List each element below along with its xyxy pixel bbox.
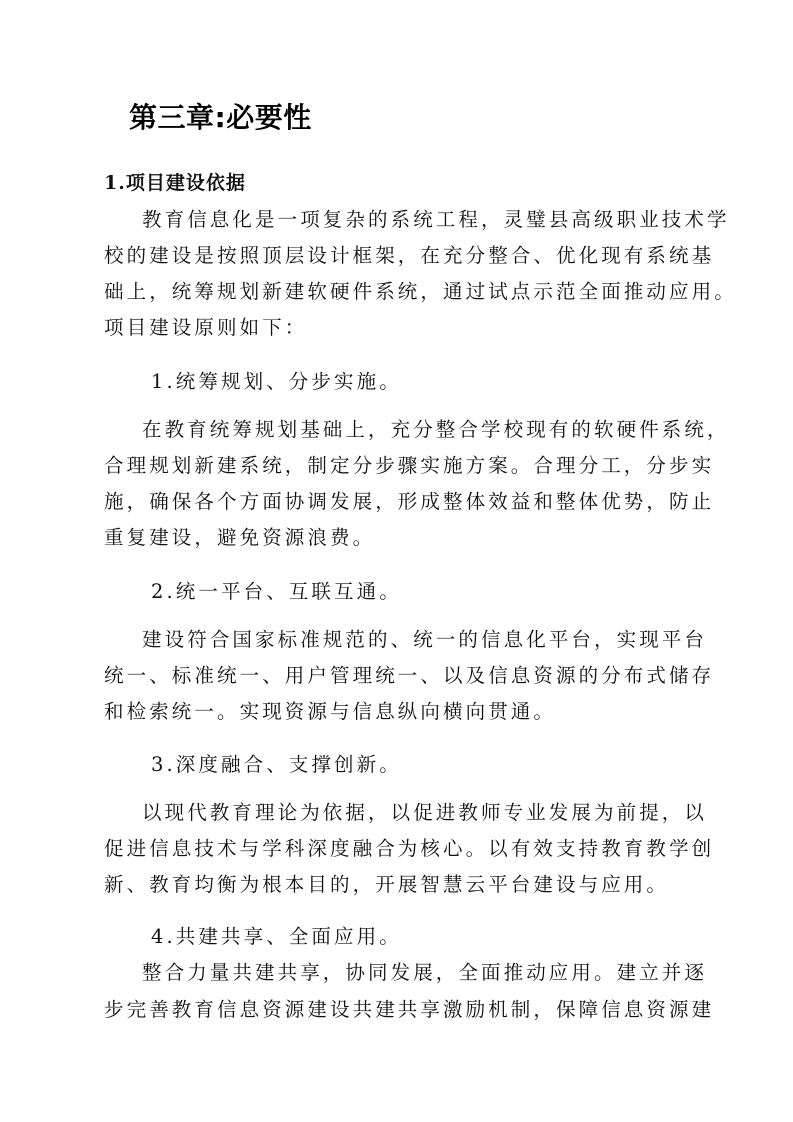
paragraph-line: 校的建设是按照顶层设计框架，在充分整合、优化现有系统基 [104,244,715,267]
paragraph-line: 项目建设原则如下： [104,316,308,339]
paragraph-line: 步完善教育信息资源建设共建共享激励机制，保障信息资源建 [104,998,715,1021]
paragraph-line: 整合力量共建共享，协同发展，全面推动应用。建立并逐 [142,961,708,984]
paragraph-line: 合理规划新建系统，制定分步骤实施方案。合理分工，分步实 [104,454,715,477]
paragraph-line: 和检索统一。实现资源与信息纵向横向贯通。 [104,700,557,723]
paragraph-line: 促进信息技术与学科深度融合为核心。以有效支持教育教学创 [104,837,715,860]
paragraph-line: 在教育统筹规划基础上，充分整合学校现有的软硬件系统， [142,418,730,441]
paragraph-line: 新、教育均衡为根本目的，开展智慧云平台建设与应用。 [104,873,670,896]
paragraph-line: 施，确保各个方面协调发展，形成整体效益和整体优势，防止 [104,490,715,513]
principle-heading: 3.深度融合、支撑创新。 [151,753,402,776]
section-heading: 1.项目建设依据 [104,172,246,194]
paragraph-line: 础上，统筹规划新建软硬件系统，通过试点示范全面推动应用。 [104,280,737,303]
principle-heading: 1.统筹规划、分步实施。 [151,370,402,393]
principle-heading: 4.共建共享、全面应用。 [151,925,402,948]
chapter-title: 第三章:必要性 [129,101,312,134]
paragraph-line: 建设符合国家标准规范的、统一的信息化平台，实现平台 [142,628,708,651]
paragraph-line: 以现代教育理论为依据，以促进教师专业发展为前提，以 [142,801,708,824]
paragraph-line: 重复建设，避免资源浪费。 [104,526,376,549]
paragraph-line: 教育信息化是一项复杂的系统工程，灵璧县高级职业技术学 [142,208,730,231]
paragraph-line: 统一、标准统一、用户管理统一、以及信息资源的分布式储存 [104,664,715,687]
principle-heading: 2.统一平台、互联互通。 [151,580,402,603]
